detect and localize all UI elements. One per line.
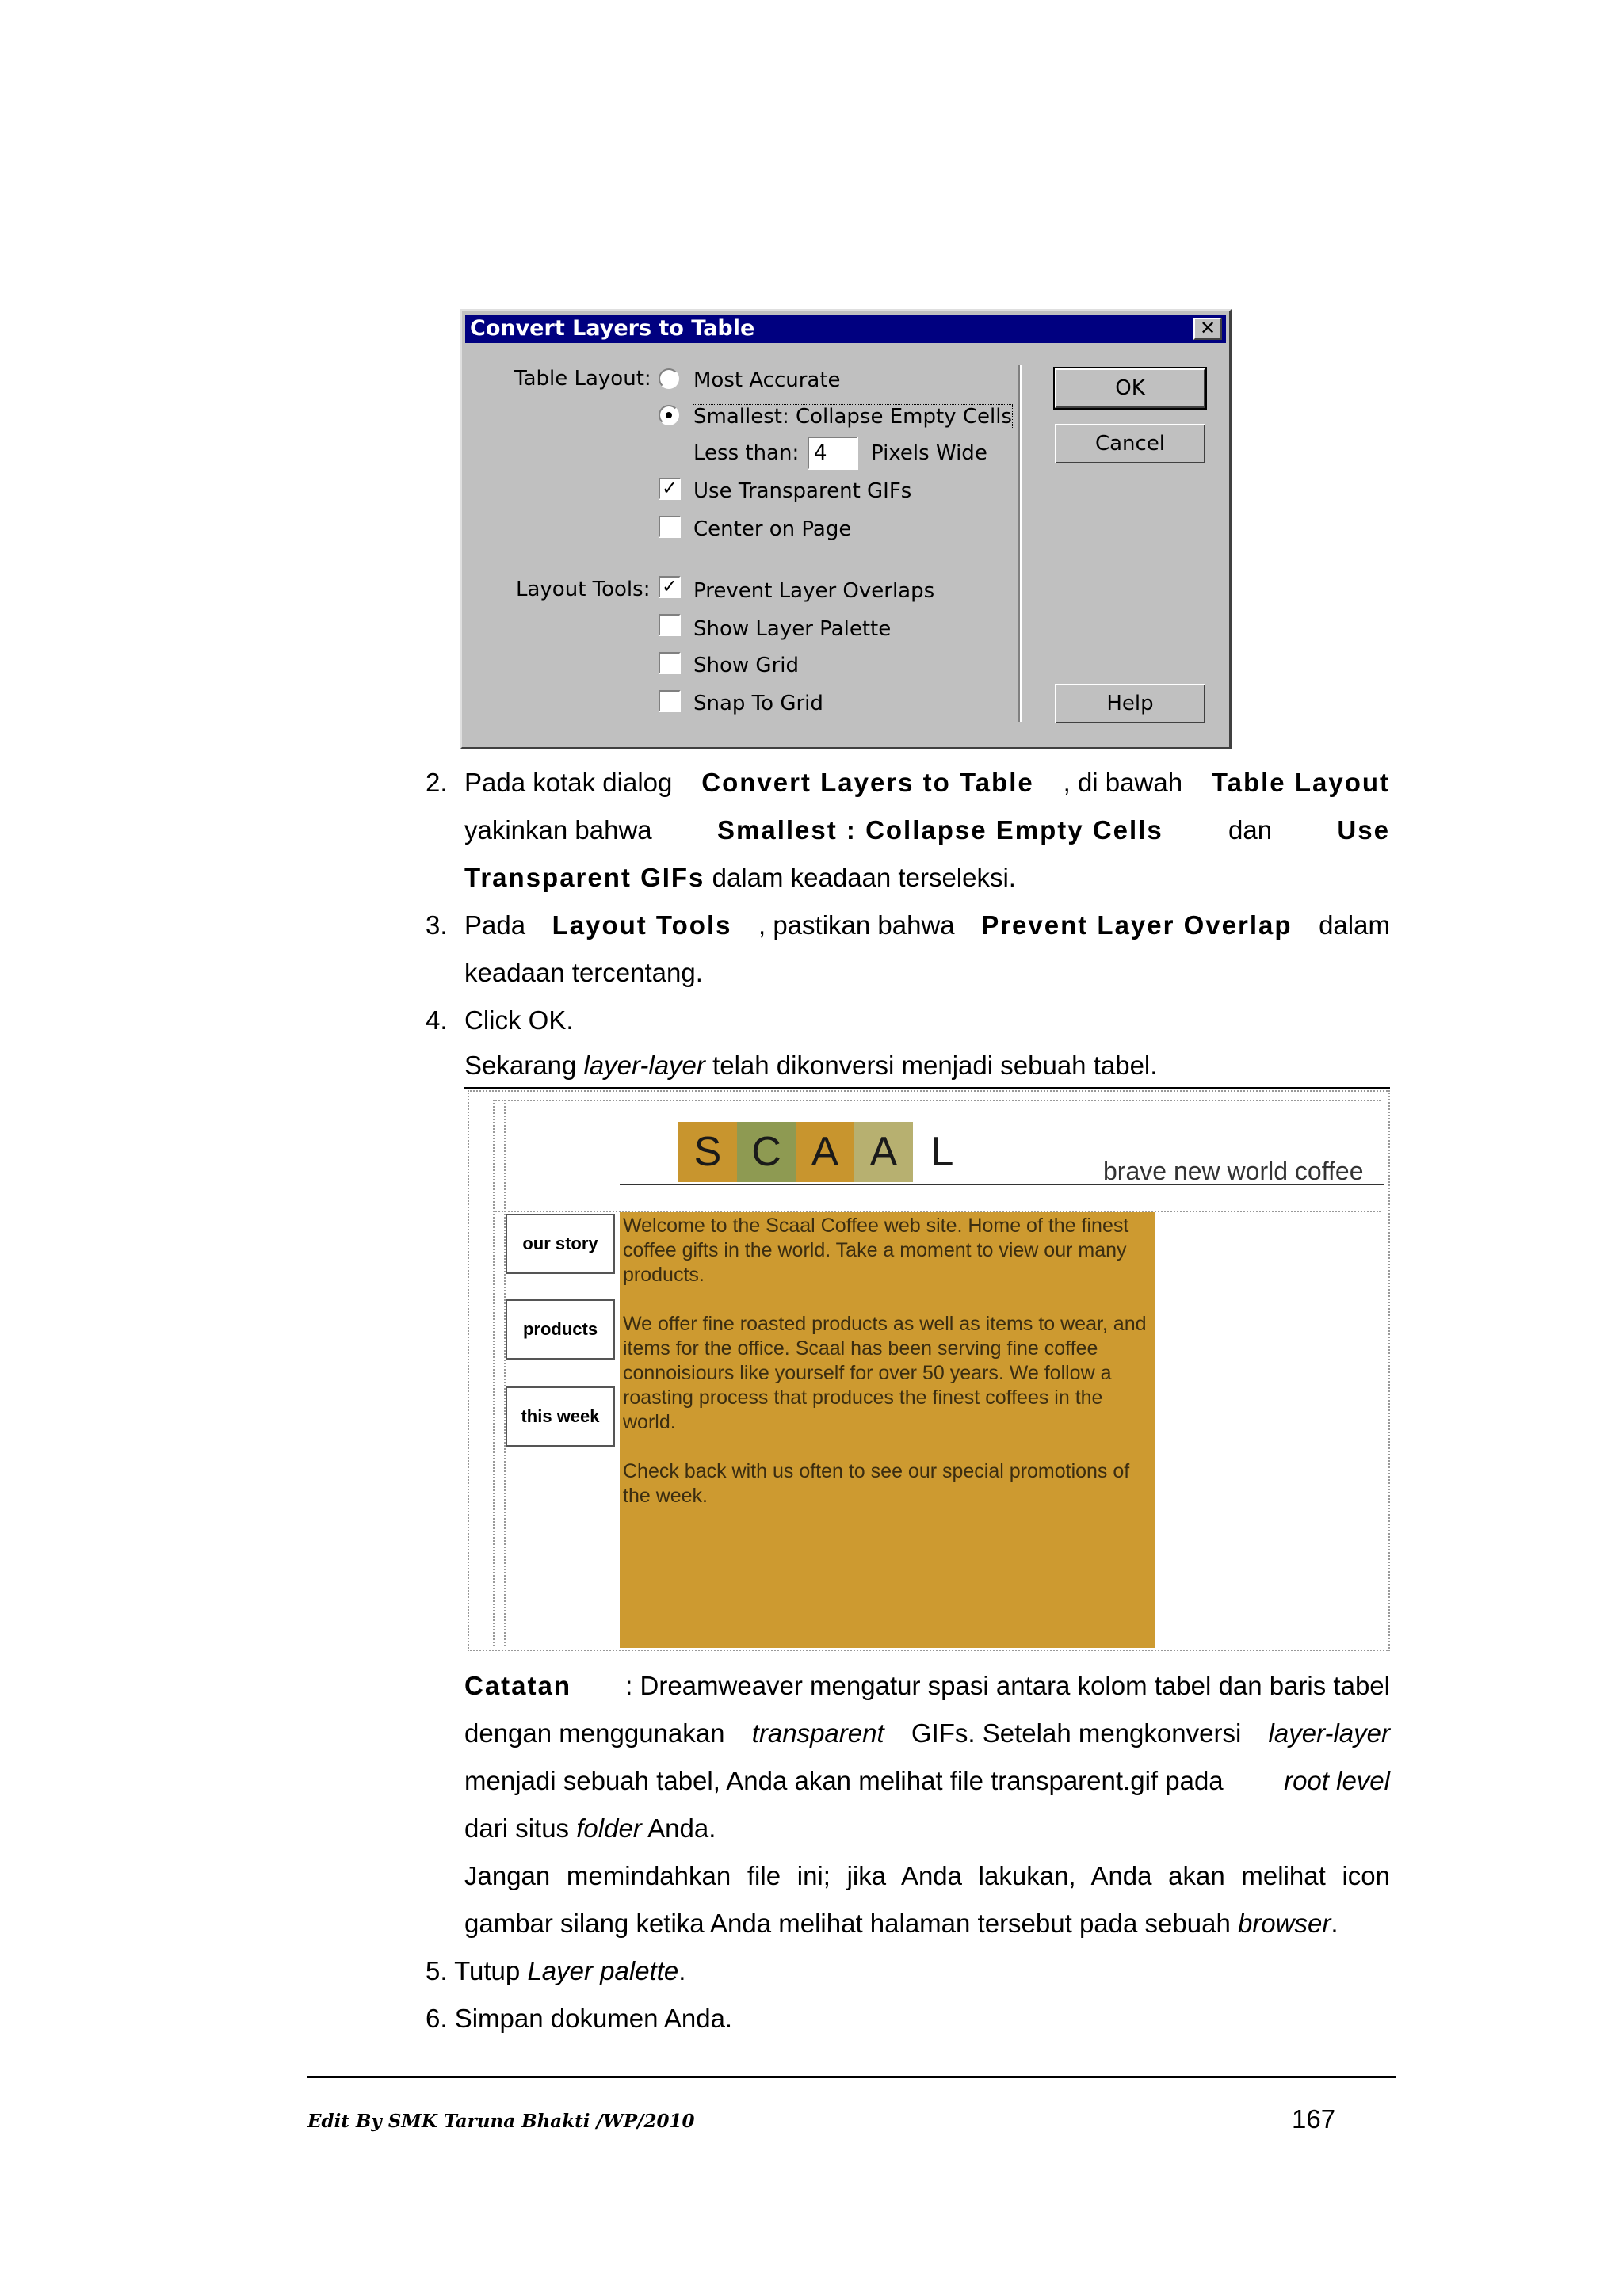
table-layout-label: Table Layout: [514, 367, 651, 391]
step-5-c: . [678, 1956, 686, 1985]
nav-this-week[interactable]: this week [506, 1386, 615, 1447]
tagline: brave new world coffee [1103, 1157, 1364, 1185]
dialog-title: Convert Layers to Table [470, 316, 755, 341]
close-icon[interactable]: ✕ [1193, 318, 1222, 340]
footer-credit: Edit By SMK Taruna Bhakti /WP/2010 [307, 2111, 695, 2132]
logo-letter-s: S [678, 1122, 737, 1182]
scaal-logo [678, 1122, 972, 1182]
less-than-input[interactable]: 4 [808, 437, 858, 470]
logo-letter-a2: A [854, 1122, 913, 1182]
dialog-separator [1018, 365, 1022, 722]
step-2-line-3 [464, 854, 1016, 902]
step-3-line-1 [464, 902, 1390, 949]
step-3-number: 3. [426, 910, 448, 940]
step-2-number: 2. [426, 768, 448, 797]
note-l6-b: browser [1237, 1909, 1331, 1938]
step-2-text-c: , di bawah [1063, 768, 1183, 797]
use-transparent-gifs-label[interactable]: Use Transparent GIFs [693, 479, 912, 503]
step-2-l3-b: dalam keadaan terseleksi. [712, 863, 1016, 892]
step-3-e: dalam [1319, 910, 1390, 940]
note-line-5: Jangan memindahkan file ini; jika Anda lakukan, Anda akan melihat icon [464, 1861, 1390, 1890]
radio-smallest[interactable] [659, 405, 679, 425]
step-4-text: Click OK. [464, 1005, 574, 1035]
note-line-6 [464, 1900, 1338, 1947]
note-l2-a: dengan menggunakan [464, 1718, 725, 1748]
note-l2-c: GIFs. Setelah mengkonversi [911, 1718, 1242, 1748]
nav-products[interactable]: products [506, 1299, 615, 1360]
nav-our-story[interactable]: our story [506, 1214, 615, 1274]
step-3-line-2: keadaan tercentang. [464, 958, 703, 987]
step-3-layout-tools: Layout Tools [552, 910, 732, 940]
step-3-c: , pastikan bahwa [758, 910, 955, 940]
grid-line-top [493, 1100, 1381, 1101]
step-2-text-a: Pada kotak dialog [464, 768, 673, 797]
page-number: 167 [1292, 2104, 1336, 2134]
show-layer-palette-label[interactable]: Show Layer Palette [693, 617, 892, 641]
step-2-smallest: Smallest : Collapse Empty Cells [717, 815, 1163, 845]
checkbox-use-transparent-gifs[interactable]: ✓ [659, 478, 681, 500]
note-line-2 [464, 1710, 1390, 1757]
note-l6-c: . [1331, 1909, 1338, 1938]
welcome-para-3: Check back with us often to see our special promotions of the week. [623, 1460, 1130, 1507]
cancel-button[interactable]: Cancel [1055, 424, 1205, 463]
prevent-layer-overlaps-label[interactable]: Prevent Layer Overlaps [693, 579, 935, 603]
smallest-label[interactable]: Smallest: Collapse Empty Cells [693, 405, 1012, 429]
snap-to-grid-label[interactable]: Snap To Grid [693, 692, 823, 715]
note-l4-a: dari situs [464, 1814, 570, 1843]
note-l6-a: gambar silang ketika Anda melihat halaman tersebut pada sebuah [464, 1909, 1231, 1938]
step-2-transparent-gifs: Transparent GIFs [464, 863, 705, 892]
logo-letter-l: L [913, 1122, 972, 1182]
note-l3-a: menjadi sebuah tabel, Anda akan melihat file transparent.gif pada [464, 1766, 1224, 1795]
pixels-wide-label: Pixels Wide [871, 441, 987, 465]
step-5 [426, 1947, 685, 1995]
note-line-4 [464, 1805, 716, 1852]
step-4-l2-c: telah dikonversi menjadi sebuah tabel. [712, 1051, 1158, 1080]
footer-rule [307, 2076, 1396, 2078]
step-4-number: 4. [426, 1005, 448, 1035]
converted-table-screenshot [468, 1090, 1390, 1651]
checkbox-center-on-page[interactable] [659, 516, 681, 538]
checkbox-prevent-layer-overlaps[interactable]: ✓ [659, 576, 681, 598]
layout-tools-label: Layout Tools: [516, 578, 651, 601]
step-6: 6. Simpan dokumen Anda. [426, 2004, 733, 2033]
convert-layers-dialog [460, 309, 1232, 749]
ok-button[interactable]: OK [1055, 368, 1205, 408]
center-on-page-label[interactable]: Center on Page [693, 517, 852, 541]
note-l3-b: root level [1284, 1766, 1390, 1795]
note-l4-b: folder [576, 1814, 642, 1843]
note-l2-d: layer-layer [1268, 1718, 1390, 1748]
grid-line-left-2 [504, 1100, 506, 1646]
step-2-line-2 [464, 807, 1390, 854]
logo-letter-c: C [737, 1122, 796, 1182]
note-l2-b: transparent [751, 1718, 884, 1748]
note-label: Catatan [464, 1671, 572, 1700]
step-3-a: Pada [464, 910, 526, 940]
step-4-l2-a: Sekarang [464, 1051, 577, 1080]
dialog-titlebar [465, 315, 1226, 343]
note-line-1 [464, 1662, 1390, 1710]
step-5-b: Layer palette [527, 1956, 679, 1985]
step-4-l2-layer: layer-layer [583, 1051, 705, 1080]
step-2-use: Use [1337, 815, 1390, 845]
checkbox-snap-to-grid[interactable] [659, 690, 681, 712]
less-than-label: Less than: [693, 441, 800, 465]
show-grid-label[interactable]: Show Grid [693, 654, 799, 677]
grid-line-left [493, 1100, 495, 1646]
radio-most-accurate[interactable] [659, 368, 679, 389]
step-2-table-layout: Table Layout [1211, 768, 1390, 797]
note-line-3 [464, 1757, 1390, 1805]
note-l4-c: Anda. [647, 1814, 716, 1843]
step-2-l2-a: yakinkan bahwa [464, 815, 652, 845]
welcome-content [620, 1212, 1155, 1648]
step-2-dialog-name: Convert Layers to Table [701, 768, 1034, 797]
checkbox-show-layer-palette[interactable] [659, 614, 681, 636]
step-4-line-2 [464, 1044, 1390, 1089]
logo-letter-a1: A [796, 1122, 854, 1182]
most-accurate-label[interactable]: Most Accurate [693, 368, 841, 392]
note-l1: : Dreamweaver mengatur spasi antara kolom tabel dan baris tabel [625, 1671, 1390, 1700]
step-2-line-1 [464, 759, 1390, 807]
checkbox-show-grid[interactable] [659, 652, 681, 674]
step-5-a: 5. Tutup [426, 1956, 521, 1985]
step-2-l2-c: dan [1228, 815, 1273, 845]
step-3-prevent-overlap: Prevent Layer Overlap [981, 910, 1293, 940]
help-button[interactable]: Help [1055, 684, 1205, 723]
welcome-para-2: We offer fine roasted products as well as items to wear, and items for the office. Scaal has been serving fine coffee connoisiours like yourself for over 50 years. We follow a roasting process that produces the finest coffees in the world. [623, 1313, 1147, 1433]
welcome-para-1: Welcome to the Scaal Coffee web site. Home of the finest coffee gifts in the world. Take a moment to view our many products. [623, 1215, 1129, 1286]
